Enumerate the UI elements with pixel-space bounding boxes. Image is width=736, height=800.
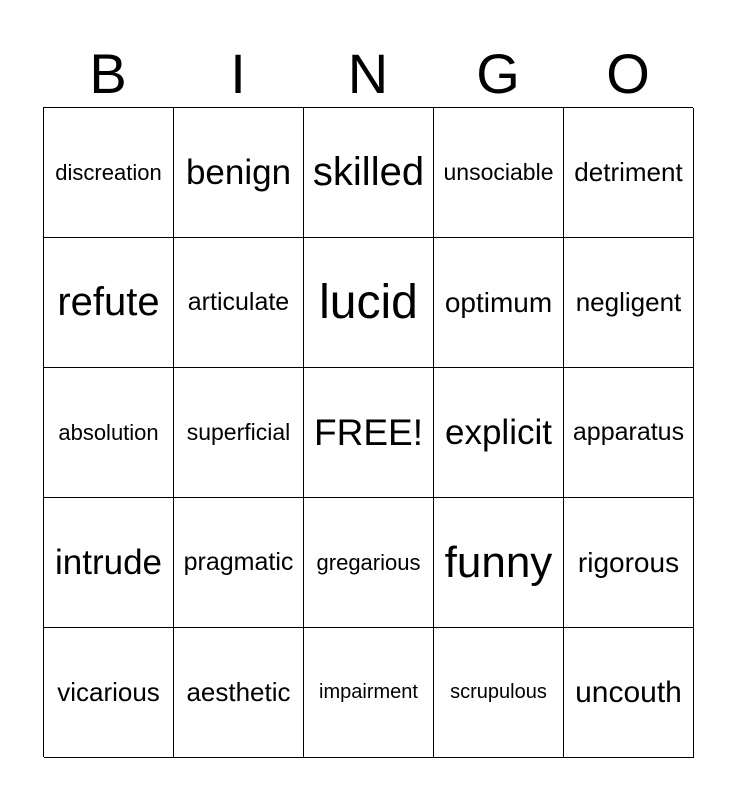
free-space-cell[interactable] [304,368,434,498]
bingo-cell[interactable] [174,498,304,628]
bingo-cell[interactable] [434,108,564,238]
bingo-cell[interactable] [434,498,564,628]
bingo-cell[interactable] [44,368,174,498]
bingo-board [43,107,693,757]
header-letter-n: N [347,42,389,105]
bingo-cell[interactable] [564,498,694,628]
bingo-cell[interactable] [434,628,564,758]
cell-word: discreation [55,159,162,185]
cell-word: articulate [187,288,290,316]
cell-word: aesthetic [186,677,291,707]
bingo-cell[interactable] [304,108,434,238]
cell-word: apparatus [572,418,685,446]
cell-word: detriment [574,157,683,187]
bingo-cell[interactable] [434,238,564,368]
cell-word: intrude [54,542,163,582]
cell-word: pragmatic [183,548,294,576]
cell-word: impairment [319,681,418,703]
bingo-cell[interactable] [44,498,174,628]
header-letter-i: I [230,42,246,105]
bingo-cell[interactable] [174,108,304,238]
bingo-cell[interactable] [434,368,564,498]
bingo-cell[interactable] [564,108,694,238]
cell-word: funny [444,537,553,587]
bingo-cell[interactable] [44,108,174,238]
cell-word: skilled [312,150,425,194]
bingo-cell[interactable] [44,628,174,758]
bingo-cell[interactable] [44,238,174,368]
header-letter-b: B [89,42,127,105]
bingo-cell[interactable] [564,368,694,498]
cell-word: uncouth [575,675,682,709]
bingo-cell[interactable] [174,368,304,498]
cell-word: vicarious [57,677,160,707]
bingo-header [43,40,693,108]
bingo-cell[interactable] [304,498,434,628]
cell-word: refute [57,280,160,324]
bingo-cell[interactable] [304,628,434,758]
bingo-cell[interactable] [174,628,304,758]
cell-word: gregarious [316,549,421,575]
cell-word: lucid [319,276,418,329]
cell-word: explicit [445,412,552,452]
cell-word: unsociable [443,159,554,185]
cell-word: optimum [444,286,553,318]
cell-word: negligent [575,287,682,317]
cell-word: superficial [186,419,291,445]
bingo-cell[interactable] [174,238,304,368]
cell-word: absolution [58,419,159,445]
cell-word: benign [185,152,292,192]
free-space-label: FREE! [314,411,423,453]
header-letter-o: O [606,42,650,105]
bingo-cell[interactable] [564,628,694,758]
cell-word: rigorous [577,546,680,578]
header-letter-g: G [476,42,520,105]
bingo-cell[interactable] [564,238,694,368]
cell-word: scrupulous [450,681,547,703]
bingo-cell[interactable] [304,238,434,368]
